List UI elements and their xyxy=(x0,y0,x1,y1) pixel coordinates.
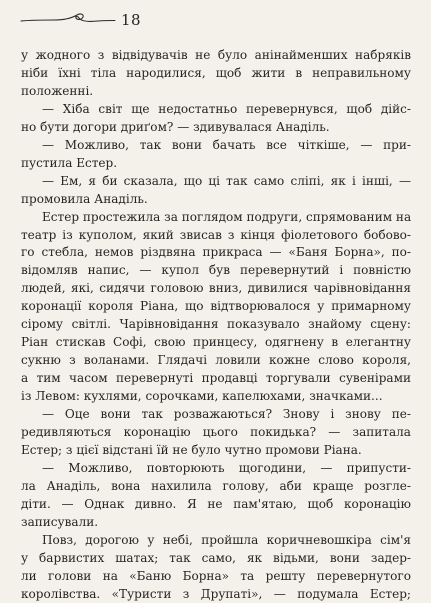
text-line: го стебла, немов різдвяна прикраса — «Баня Борна», по- xyxy=(21,245,411,260)
text-line: коронації короля Ріана, що відтворювалося у примарному xyxy=(21,299,411,314)
text-line: у барвистих шатах; так само, як відьми, вони задер- xyxy=(21,550,411,565)
text-line: положенні. xyxy=(21,83,94,98)
text-line: записували. xyxy=(21,514,99,529)
text-line: Ріан стискав Софі, свою принцесу, одягнену в елегантну xyxy=(21,335,411,350)
text-line: но бути догори дриґом? — здивувалася Анаділь. xyxy=(21,119,330,134)
text-line: королівства. «Туристи з Друпаті», — подумала Естер; xyxy=(21,586,411,601)
text-line: — Можливо, так вони бачать все чіткіше, — при- xyxy=(42,137,411,152)
text-line: із Левом: кухлями, сорочками, капелюхами, значками... xyxy=(21,389,383,404)
text-line: у жодного з відвідувачів не було анінайменших набряків xyxy=(21,48,411,62)
text-line: театр із куполом, який звисав з кінця фіолетового бобово- xyxy=(21,227,411,242)
text-line: діти. — Однак дивно. Я не пам'ятаю, щоб коронацію xyxy=(21,496,411,511)
text-line: а тим часом перевернуті продавці торгували сувенірами xyxy=(21,371,411,386)
text-line: відомляв напис, — купол був перевернутий і повністю xyxy=(21,263,411,278)
page-number: 18 xyxy=(121,11,142,29)
text-line: — Хіба світ ще недостатньо перевернувся, щоб дійс- xyxy=(42,101,411,116)
text-line: Естер; з цієї відстані їй не було чутно промови Ріана. xyxy=(21,442,362,457)
text-line: людей, які, сидячи головою вниз, дивилися чарівновідання xyxy=(21,281,411,296)
page-header xyxy=(20,4,420,34)
text-line: — Оце вони так розважаються? Знову і знову пе- xyxy=(42,407,411,421)
text-line: Повз, дорогою у небі, пройшла коричневошкіра сім'я xyxy=(42,532,411,547)
text-line: сукню з воланами. Глядачі ловили кожне слово короля, xyxy=(21,353,411,368)
text-line: редивляються коронацію цього покидька? — запитала xyxy=(21,424,411,439)
flourish-ornament-icon xyxy=(20,13,116,27)
text-line: пустила Естер. xyxy=(21,155,118,170)
text-line: Естер простежила за поглядом подруги, спрямованим на xyxy=(42,209,412,224)
text-line: ла Анаділь, вона нахилила голову, аби краще розгле- xyxy=(21,478,411,493)
text-line: сірому світлі. Чарівновідання показувало знайому сцену: xyxy=(21,317,411,332)
text-line: промовила Анаділь. xyxy=(21,191,148,206)
text-line: ли голови на «Баню Борна» та решту перевернутого xyxy=(21,568,411,583)
text-line: — Можливо, повторюють щогодини, — припусти- xyxy=(42,460,411,475)
text-line: ніби їхні тіла народилися, щоб жити в неправильному xyxy=(21,65,411,80)
text-line: — Ем, я би сказала, що ці так само сліпі, як і інші, — xyxy=(42,173,411,188)
